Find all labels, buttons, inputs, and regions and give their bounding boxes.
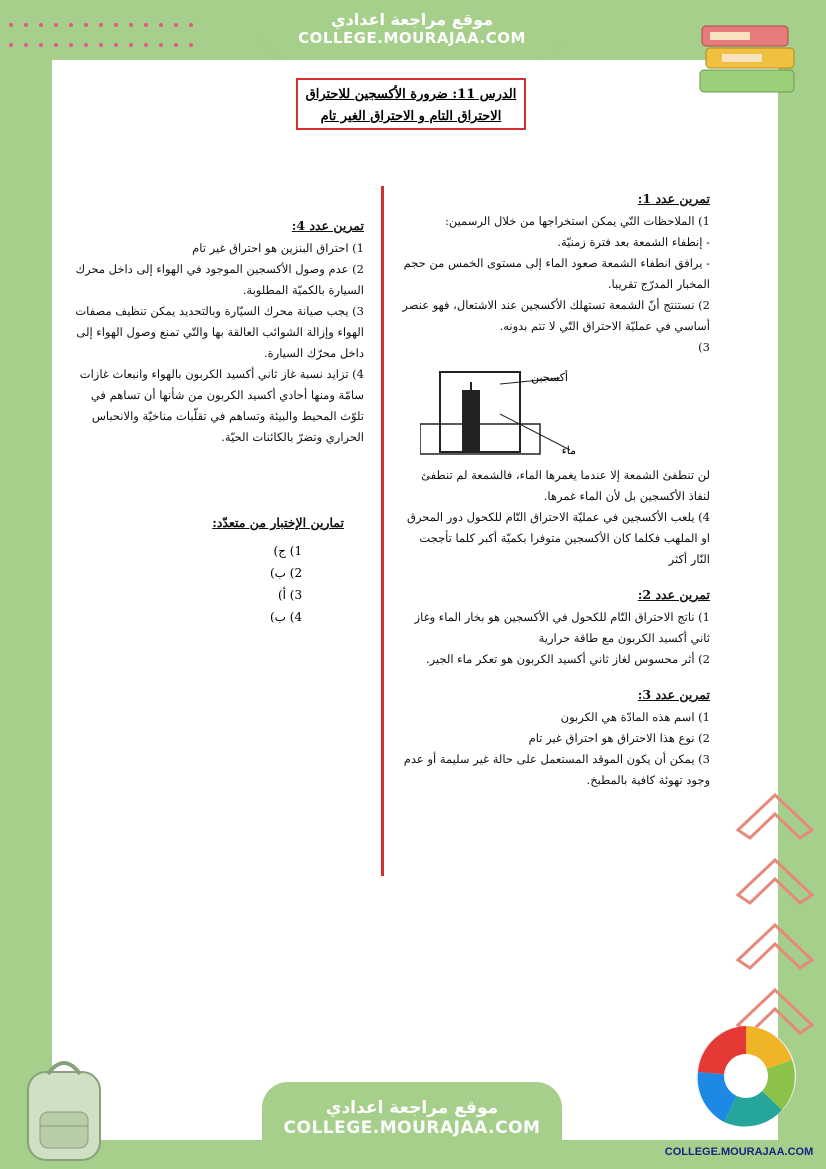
- decorative-dots: [6, 20, 206, 50]
- candle-experiment-figure: [420, 364, 620, 456]
- backpack-icon: [14, 1052, 114, 1164]
- ex1-item: 3): [698, 340, 710, 354]
- ex3-item: 2) نوع هذا الاحتراق هو احتراق غير تام: [528, 731, 710, 745]
- exercise-2-heading: تمرين عدد 2:: [637, 587, 710, 602]
- column-divider: [381, 186, 384, 876]
- books-icon: [692, 12, 802, 102]
- header-site-url[interactable]: COLLEGE.MOURAJAA.COM: [298, 29, 526, 47]
- ex1-after-figure: لن تنطفئ الشمعة إلا عندما يغمرها الماء، فالشمعة لم تنطفئ لنفاذ الأكسجين بل لأن الماء غمرها.: [421, 468, 710, 503]
- ex4-item: 3) يجب صيانة محرك السيّارة وبالتحديد يمكن تنظيف مصفات الهواء وإزالة الشوائب العالقة بها والتّي تمنع وصول الهواء إلى داخل محرّك السيارة.: [75, 304, 364, 360]
- right-column: [400, 188, 710, 791]
- ex3-item: 1) اسم هذه المادّة هي الكربون: [560, 710, 710, 724]
- ex1-item: - يرافق انطفاء الشمعة صعود الماء إلى مستوى الخمس من حجم المخبار المدرّج تقريبا.: [403, 256, 710, 291]
- ex4-item: 2) عدم وصول الأكسجين الموجود في الهواء إلى داخل محرك السيارة بالكميّة المطلوبة.: [75, 262, 364, 297]
- logo-url-text[interactable]: COLLEGE.MOURAJAA.COM: [664, 1146, 814, 1158]
- exercise-4-heading: تمرين عدد 4:: [291, 218, 364, 233]
- footer-banner: [262, 1082, 562, 1169]
- figure-label-water: ماء: [561, 444, 576, 456]
- mcq-answer: 4) ب): [270, 610, 303, 624]
- exercise-3-heading: تمرين عدد 3:: [637, 687, 710, 702]
- left-column: [64, 215, 364, 448]
- mcq-answer: 3) أ): [277, 588, 303, 602]
- lesson-title-line2: الاحتراق التام و الاحتراق الغير تام: [320, 109, 502, 124]
- chevron-up-decoration-icon: [730, 790, 820, 1050]
- ex1-item: - إنطفاء الشمعة بعد فترة زمنيّة.: [557, 235, 710, 249]
- ex1-item: 4) يلعب الأكسجين في عمليّة الاحتراق التّام للكحول دور المحرق او الملهب فكلما كان الأكسجين متوفرا بكميّة أكبر كلما تأججت النّار أكثر: [407, 510, 710, 566]
- exercise-1-heading: تمرين عدد 1:: [637, 191, 710, 206]
- lesson-title-box: [296, 78, 526, 130]
- mcq-heading: تمارين الإختبار من متعدّد:: [212, 515, 344, 530]
- footer-site-name: موقع مراجعة اعدادي: [325, 1098, 499, 1118]
- ex1-item: 1) الملاحظات التّي يمكن استخراجها من خلال الرسمين:: [444, 214, 710, 228]
- ex2-item: 1) ناتج الاحتراق التّام للكحول في الأكسجين هو بخار الماء وغاز ثاني أكسيد الكربون مع طاقة حرارية: [414, 610, 710, 645]
- ex4-item: 4) تزايد نسبة غاز ثاني أكسيد الكربون بالهواء وانبعاث غازات سامّة ومنها أحادي أكسيد الكربون من شأنها أن تساهم في تلوّث المحيط والبيئة وتساهم في تقلّبات مناخيّة والانحباس الحراري وتضرّ بالكائنات الحيّة.: [79, 367, 364, 444]
- ex2-item: 2) أثر محسوس لغاز ثاني أكسيد الكربون هو تعكر ماء الجير.: [425, 652, 710, 666]
- mcq-answer: 2) ب): [270, 566, 303, 580]
- figure-label-oxygen: أكسجين: [531, 371, 568, 384]
- lesson-title-line1: الدرس 11: ضرورة الأكسجين للاحتراق: [305, 87, 517, 102]
- header-site-name: موقع مراجعة اعدادي: [330, 10, 494, 29]
- mcq-heading-wrap: [64, 512, 344, 535]
- ex3-item: 3) يمكن أن يكون الموقد المستعمل على حالة غير سليمة أو عدم وجود تهوئة كافية بالمطبخ.: [403, 752, 710, 787]
- header-banner: [262, 0, 562, 60]
- site-logo-icon: [694, 1022, 798, 1136]
- mcq-answers: [270, 540, 302, 628]
- footer-site-url[interactable]: COLLEGE.MOURAJAA.COM: [283, 1118, 541, 1138]
- mcq-answer: 1) ج): [273, 544, 303, 558]
- ex4-item: 1) احتراق البنزين هو احتراق غير تام: [192, 241, 364, 255]
- ex1-item: 2) نستنتج أنّ الشمعة تستهلك الأكسجين عند الاشتعال، فهو عنصر أساسي في عمليّة الاحتراق التّي لا تتم بدونه.: [402, 298, 710, 333]
